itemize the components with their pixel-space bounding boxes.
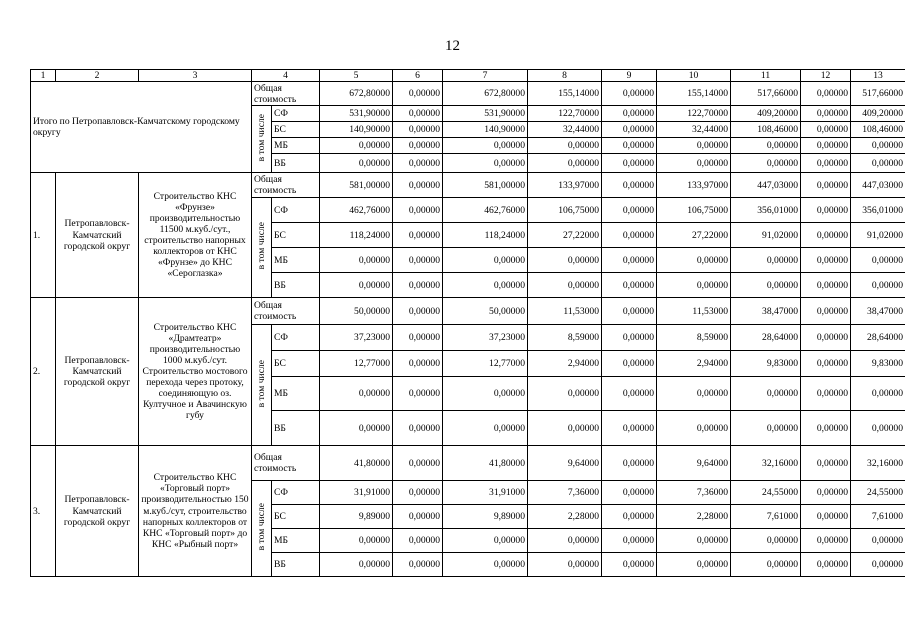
value-cell: 672,80000 — [443, 82, 528, 106]
value-cell: 7,61000 — [851, 505, 905, 529]
value-cell: 0,00000 — [657, 248, 731, 273]
value-cell: 0,00000 — [801, 106, 851, 122]
value-cell: 0,00000 — [731, 553, 801, 577]
value-cell: 2,28000 — [528, 505, 602, 529]
category-cell: Общая стоимость — [252, 82, 320, 106]
value-cell: 27,22000 — [528, 223, 602, 248]
value-cell: 0,00000 — [393, 351, 443, 377]
value-cell: 0,00000 — [851, 553, 905, 577]
value-cell: 28,64000 — [731, 325, 801, 351]
vertical-label: в том числе — [255, 359, 267, 408]
value-cell: 0,00000 — [393, 273, 443, 298]
value-cell: 581,00000 — [320, 173, 393, 198]
category-cell: МБ — [272, 377, 320, 411]
value-cell: 0,00000 — [801, 411, 851, 446]
value-cell: 0,00000 — [731, 138, 801, 154]
header-cell: 13 — [851, 70, 905, 82]
value-cell: 28,64000 — [851, 325, 905, 351]
vertical-label: в том числе — [255, 503, 267, 551]
value-cell: 7,61000 — [731, 505, 801, 529]
municipality-cell: Петропавловск-Камчатский городской округ — [56, 298, 139, 446]
value-cell: 108,46000 — [851, 122, 905, 138]
value-cell: 0,00000 — [657, 138, 731, 154]
value-cell: 531,90000 — [320, 106, 393, 122]
value-cell: 118,24000 — [443, 223, 528, 248]
municipality-cell: Петропавловск-Камчатский городской округ — [56, 173, 139, 298]
value-cell: 0,00000 — [731, 529, 801, 553]
value-cell: 0,00000 — [528, 273, 602, 298]
value-cell: 0,00000 — [393, 377, 443, 411]
value-cell: 11,53000 — [528, 298, 602, 325]
value-cell: 0,00000 — [528, 138, 602, 154]
page-number: 12 — [445, 38, 460, 54]
value-cell: 0,00000 — [443, 154, 528, 173]
value-cell: 0,00000 — [528, 154, 602, 173]
header-cell: 7 — [443, 70, 528, 82]
value-cell: 0,00000 — [443, 138, 528, 154]
value-cell: 0,00000 — [801, 248, 851, 273]
value-cell: 0,00000 — [657, 377, 731, 411]
header-cell: 12 — [801, 70, 851, 82]
value-cell: 2,94000 — [528, 351, 602, 377]
value-cell: 0,00000 — [851, 377, 905, 411]
value-cell: 9,83000 — [851, 351, 905, 377]
value-cell: 0,00000 — [851, 273, 905, 298]
header-cell: 9 — [602, 70, 657, 82]
table-row — [31, 298, 905, 325]
value-cell: 8,59000 — [657, 325, 731, 351]
value-cell: 0,00000 — [320, 553, 393, 577]
category-cell: МБ — [272, 248, 320, 273]
category-cell: ВБ — [272, 273, 320, 298]
value-cell: 0,00000 — [602, 154, 657, 173]
value-cell: 581,00000 — [443, 173, 528, 198]
category-cell: СФ — [272, 325, 320, 351]
item-index: 1. — [31, 173, 56, 298]
category-cell: Общая стоимость — [252, 298, 320, 325]
value-cell: 0,00000 — [801, 481, 851, 505]
value-cell: 155,14000 — [657, 82, 731, 106]
value-cell: 9,83000 — [731, 351, 801, 377]
value-cell: 517,66000 — [851, 82, 905, 106]
value-cell: 0,00000 — [393, 446, 443, 481]
value-cell: 0,00000 — [393, 481, 443, 505]
value-cell: 356,01000 — [731, 198, 801, 223]
value-cell: 0,00000 — [393, 198, 443, 223]
value-cell: 462,76000 — [320, 198, 393, 223]
header-cell: 1 — [31, 70, 56, 82]
value-cell: 155,14000 — [528, 82, 602, 106]
value-cell: 0,00000 — [602, 122, 657, 138]
cost-table — [30, 69, 905, 577]
value-cell: 0,00000 — [851, 529, 905, 553]
value-cell: 0,00000 — [801, 377, 851, 411]
value-cell: 672,80000 — [320, 82, 393, 106]
value-cell: 0,00000 — [528, 248, 602, 273]
value-cell: 531,90000 — [443, 106, 528, 122]
table-row — [31, 446, 905, 481]
value-cell: 122,70000 — [657, 106, 731, 122]
value-cell: 0,00000 — [320, 529, 393, 553]
category-cell: МБ — [272, 138, 320, 154]
category-cell: ВБ — [272, 411, 320, 446]
value-cell: 0,00000 — [393, 529, 443, 553]
value-cell: 9,89000 — [443, 505, 528, 529]
value-cell: 0,00000 — [801, 173, 851, 198]
vertical-label-cell — [252, 325, 272, 446]
category-cell: БС — [272, 351, 320, 377]
value-cell: 0,00000 — [801, 122, 851, 138]
value-cell: 0,00000 — [320, 138, 393, 154]
value-cell: 7,36000 — [657, 481, 731, 505]
value-cell: 0,00000 — [320, 411, 393, 446]
value-cell: 0,00000 — [657, 154, 731, 173]
value-cell: 32,16000 — [731, 446, 801, 481]
value-cell: 31,91000 — [443, 481, 528, 505]
value-cell: 32,44000 — [657, 122, 731, 138]
value-cell: 0,00000 — [602, 138, 657, 154]
value-cell: 0,00000 — [602, 481, 657, 505]
value-cell: 0,00000 — [528, 411, 602, 446]
value-cell: 0,00000 — [731, 377, 801, 411]
vertical-label: в том числе — [255, 113, 267, 162]
value-cell: 0,00000 — [320, 273, 393, 298]
value-cell: 0,00000 — [851, 154, 905, 173]
value-cell: 38,47000 — [851, 298, 905, 325]
value-cell: 0,00000 — [801, 138, 851, 154]
value-cell: 0,00000 — [393, 505, 443, 529]
value-cell: 0,00000 — [528, 529, 602, 553]
value-cell: 12,77000 — [320, 351, 393, 377]
value-cell: 0,00000 — [602, 82, 657, 106]
header-cell: 6 — [393, 70, 443, 82]
category-cell: МБ — [272, 529, 320, 553]
category-cell: БС — [272, 223, 320, 248]
value-cell: 0,00000 — [801, 505, 851, 529]
value-cell: 32,44000 — [528, 122, 602, 138]
category-cell: Общая стоимость — [252, 446, 320, 481]
value-cell: 0,00000 — [528, 553, 602, 577]
item-index: 3. — [31, 446, 56, 577]
value-cell: 0,00000 — [602, 411, 657, 446]
value-cell: 0,00000 — [801, 198, 851, 223]
category-cell: СФ — [272, 481, 320, 505]
value-cell: 0,00000 — [528, 377, 602, 411]
value-cell: 0,00000 — [657, 411, 731, 446]
value-cell: 24,55000 — [731, 481, 801, 505]
value-cell: 447,03000 — [851, 173, 905, 198]
value-cell: 0,00000 — [731, 154, 801, 173]
table-row — [31, 82, 905, 106]
value-cell: 0,00000 — [731, 411, 801, 446]
category-cell: СФ — [272, 198, 320, 223]
value-cell: 0,00000 — [443, 273, 528, 298]
value-cell: 27,22000 — [657, 223, 731, 248]
value-cell: 106,75000 — [657, 198, 731, 223]
value-cell: 0,00000 — [393, 154, 443, 173]
value-cell: 0,00000 — [393, 248, 443, 273]
value-cell: 356,01000 — [851, 198, 905, 223]
value-cell: 91,02000 — [851, 223, 905, 248]
value-cell: 108,46000 — [731, 122, 801, 138]
value-cell: 41,80000 — [320, 446, 393, 481]
value-cell: 0,00000 — [602, 351, 657, 377]
value-cell: 0,00000 — [602, 298, 657, 325]
category-cell: ВБ — [272, 553, 320, 577]
value-cell: 0,00000 — [602, 377, 657, 411]
value-cell: 0,00000 — [602, 248, 657, 273]
value-cell: 0,00000 — [393, 173, 443, 198]
value-cell: 118,24000 — [320, 223, 393, 248]
project-description: Строительство КНС «Торговый порт» производительностью 150 м.куб./сут, строительство напорных коллекторов от КНС «Торговый порт» до КНС «Рыбный порт» — [139, 446, 252, 577]
table-row — [31, 173, 905, 198]
value-cell: 0,00000 — [801, 325, 851, 351]
project-description: Строительство КНС «Драмтеатр» производительностью 1000 м.куб./сут. Строительство мостового перехода через протоку, соединяющую оз. Култучное и Авачинскую губу — [139, 298, 252, 446]
value-cell: 2,28000 — [657, 505, 731, 529]
value-cell: 0,00000 — [393, 325, 443, 351]
value-cell: 409,20000 — [731, 106, 801, 122]
value-cell: 0,00000 — [801, 154, 851, 173]
value-cell: 462,76000 — [443, 198, 528, 223]
value-cell: 2,94000 — [657, 351, 731, 377]
value-cell: 0,00000 — [801, 446, 851, 481]
value-cell: 0,00000 — [443, 553, 528, 577]
value-cell: 9,64000 — [528, 446, 602, 481]
value-cell: 0,00000 — [657, 553, 731, 577]
value-cell: 11,53000 — [657, 298, 731, 325]
header-cell: 4 — [252, 70, 320, 82]
value-cell: 517,66000 — [731, 82, 801, 106]
category-cell: Общая стоимость — [252, 173, 320, 198]
value-cell: 409,20000 — [851, 106, 905, 122]
value-cell: 0,00000 — [443, 529, 528, 553]
header-cell: 11 — [731, 70, 801, 82]
value-cell: 0,00000 — [602, 173, 657, 198]
value-cell: 0,00000 — [320, 248, 393, 273]
value-cell: 0,00000 — [393, 553, 443, 577]
header-cell: 2 — [56, 70, 139, 82]
value-cell: 0,00000 — [443, 248, 528, 273]
municipality-cell: Петропавловск-Камчатский городской округ — [56, 446, 139, 577]
value-cell: 0,00000 — [393, 82, 443, 106]
category-cell: БС — [272, 122, 320, 138]
value-cell: 0,00000 — [801, 553, 851, 577]
category-cell: ВБ — [272, 154, 320, 173]
value-cell: 0,00000 — [851, 248, 905, 273]
value-cell: 0,00000 — [801, 298, 851, 325]
value-cell: 0,00000 — [801, 223, 851, 248]
value-cell: 0,00000 — [851, 411, 905, 446]
value-cell: 140,90000 — [320, 122, 393, 138]
value-cell: 41,80000 — [443, 446, 528, 481]
header-cell: 10 — [657, 70, 731, 82]
value-cell: 133,97000 — [657, 173, 731, 198]
value-cell: 0,00000 — [731, 248, 801, 273]
value-cell: 8,59000 — [528, 325, 602, 351]
value-cell: 0,00000 — [602, 198, 657, 223]
vertical-label-cell — [252, 481, 272, 577]
value-cell: 122,70000 — [528, 106, 602, 122]
value-cell: 0,00000 — [602, 446, 657, 481]
value-cell: 0,00000 — [731, 273, 801, 298]
value-cell: 0,00000 — [801, 273, 851, 298]
value-cell: 50,00000 — [320, 298, 393, 325]
value-cell: 0,00000 — [602, 505, 657, 529]
item-index: 2. — [31, 298, 56, 446]
value-cell: 0,00000 — [602, 223, 657, 248]
value-cell: 0,00000 — [602, 529, 657, 553]
header-cell: 3 — [139, 70, 252, 82]
value-cell: 37,23000 — [443, 325, 528, 351]
value-cell: 447,03000 — [731, 173, 801, 198]
value-cell: 0,00000 — [801, 351, 851, 377]
value-cell: 0,00000 — [393, 223, 443, 248]
value-cell: 0,00000 — [851, 138, 905, 154]
project-description: Строительство КНС «Фрунзе» производительностью 11500 м.куб./сут., строительство напорных коллекторов от КНС «Фрунзе» до КНС «Сероглазка» — [139, 173, 252, 298]
value-cell: 140,90000 — [443, 122, 528, 138]
value-cell: 0,00000 — [393, 106, 443, 122]
value-cell: 133,97000 — [528, 173, 602, 198]
value-cell: 0,00000 — [393, 411, 443, 446]
value-cell: 24,55000 — [851, 481, 905, 505]
value-cell: 106,75000 — [528, 198, 602, 223]
category-cell: СФ — [272, 106, 320, 122]
header-cell: 5 — [320, 70, 393, 82]
value-cell: 7,36000 — [528, 481, 602, 505]
value-cell: 32,16000 — [851, 446, 905, 481]
value-cell: 0,00000 — [801, 82, 851, 106]
value-cell: 12,77000 — [443, 351, 528, 377]
value-cell: 0,00000 — [443, 377, 528, 411]
vertical-label-cell — [252, 198, 272, 298]
value-cell: 0,00000 — [602, 553, 657, 577]
value-cell: 31,91000 — [320, 481, 393, 505]
value-cell: 0,00000 — [602, 273, 657, 298]
value-cell: 38,47000 — [731, 298, 801, 325]
header-row — [31, 70, 905, 82]
value-cell: 0,00000 — [443, 411, 528, 446]
value-cell: 9,89000 — [320, 505, 393, 529]
value-cell: 37,23000 — [320, 325, 393, 351]
value-cell: 0,00000 — [602, 106, 657, 122]
value-cell: 0,00000 — [657, 529, 731, 553]
total-label: Итого по Петропавловск-Камчатскому городскому округу — [31, 82, 252, 173]
vertical-label-cell — [252, 106, 272, 173]
value-cell: 50,00000 — [443, 298, 528, 325]
category-cell: БС — [272, 505, 320, 529]
value-cell: 0,00000 — [320, 377, 393, 411]
value-cell: 0,00000 — [657, 273, 731, 298]
value-cell: 0,00000 — [602, 325, 657, 351]
value-cell: 0,00000 — [801, 529, 851, 553]
value-cell: 0,00000 — [393, 138, 443, 154]
value-cell: 91,02000 — [731, 223, 801, 248]
vertical-label: в том числе — [255, 222, 267, 270]
value-cell: 0,00000 — [393, 122, 443, 138]
value-cell: 9,64000 — [657, 446, 731, 481]
value-cell: 0,00000 — [320, 154, 393, 173]
header-cell: 8 — [528, 70, 602, 82]
value-cell: 0,00000 — [393, 298, 443, 325]
